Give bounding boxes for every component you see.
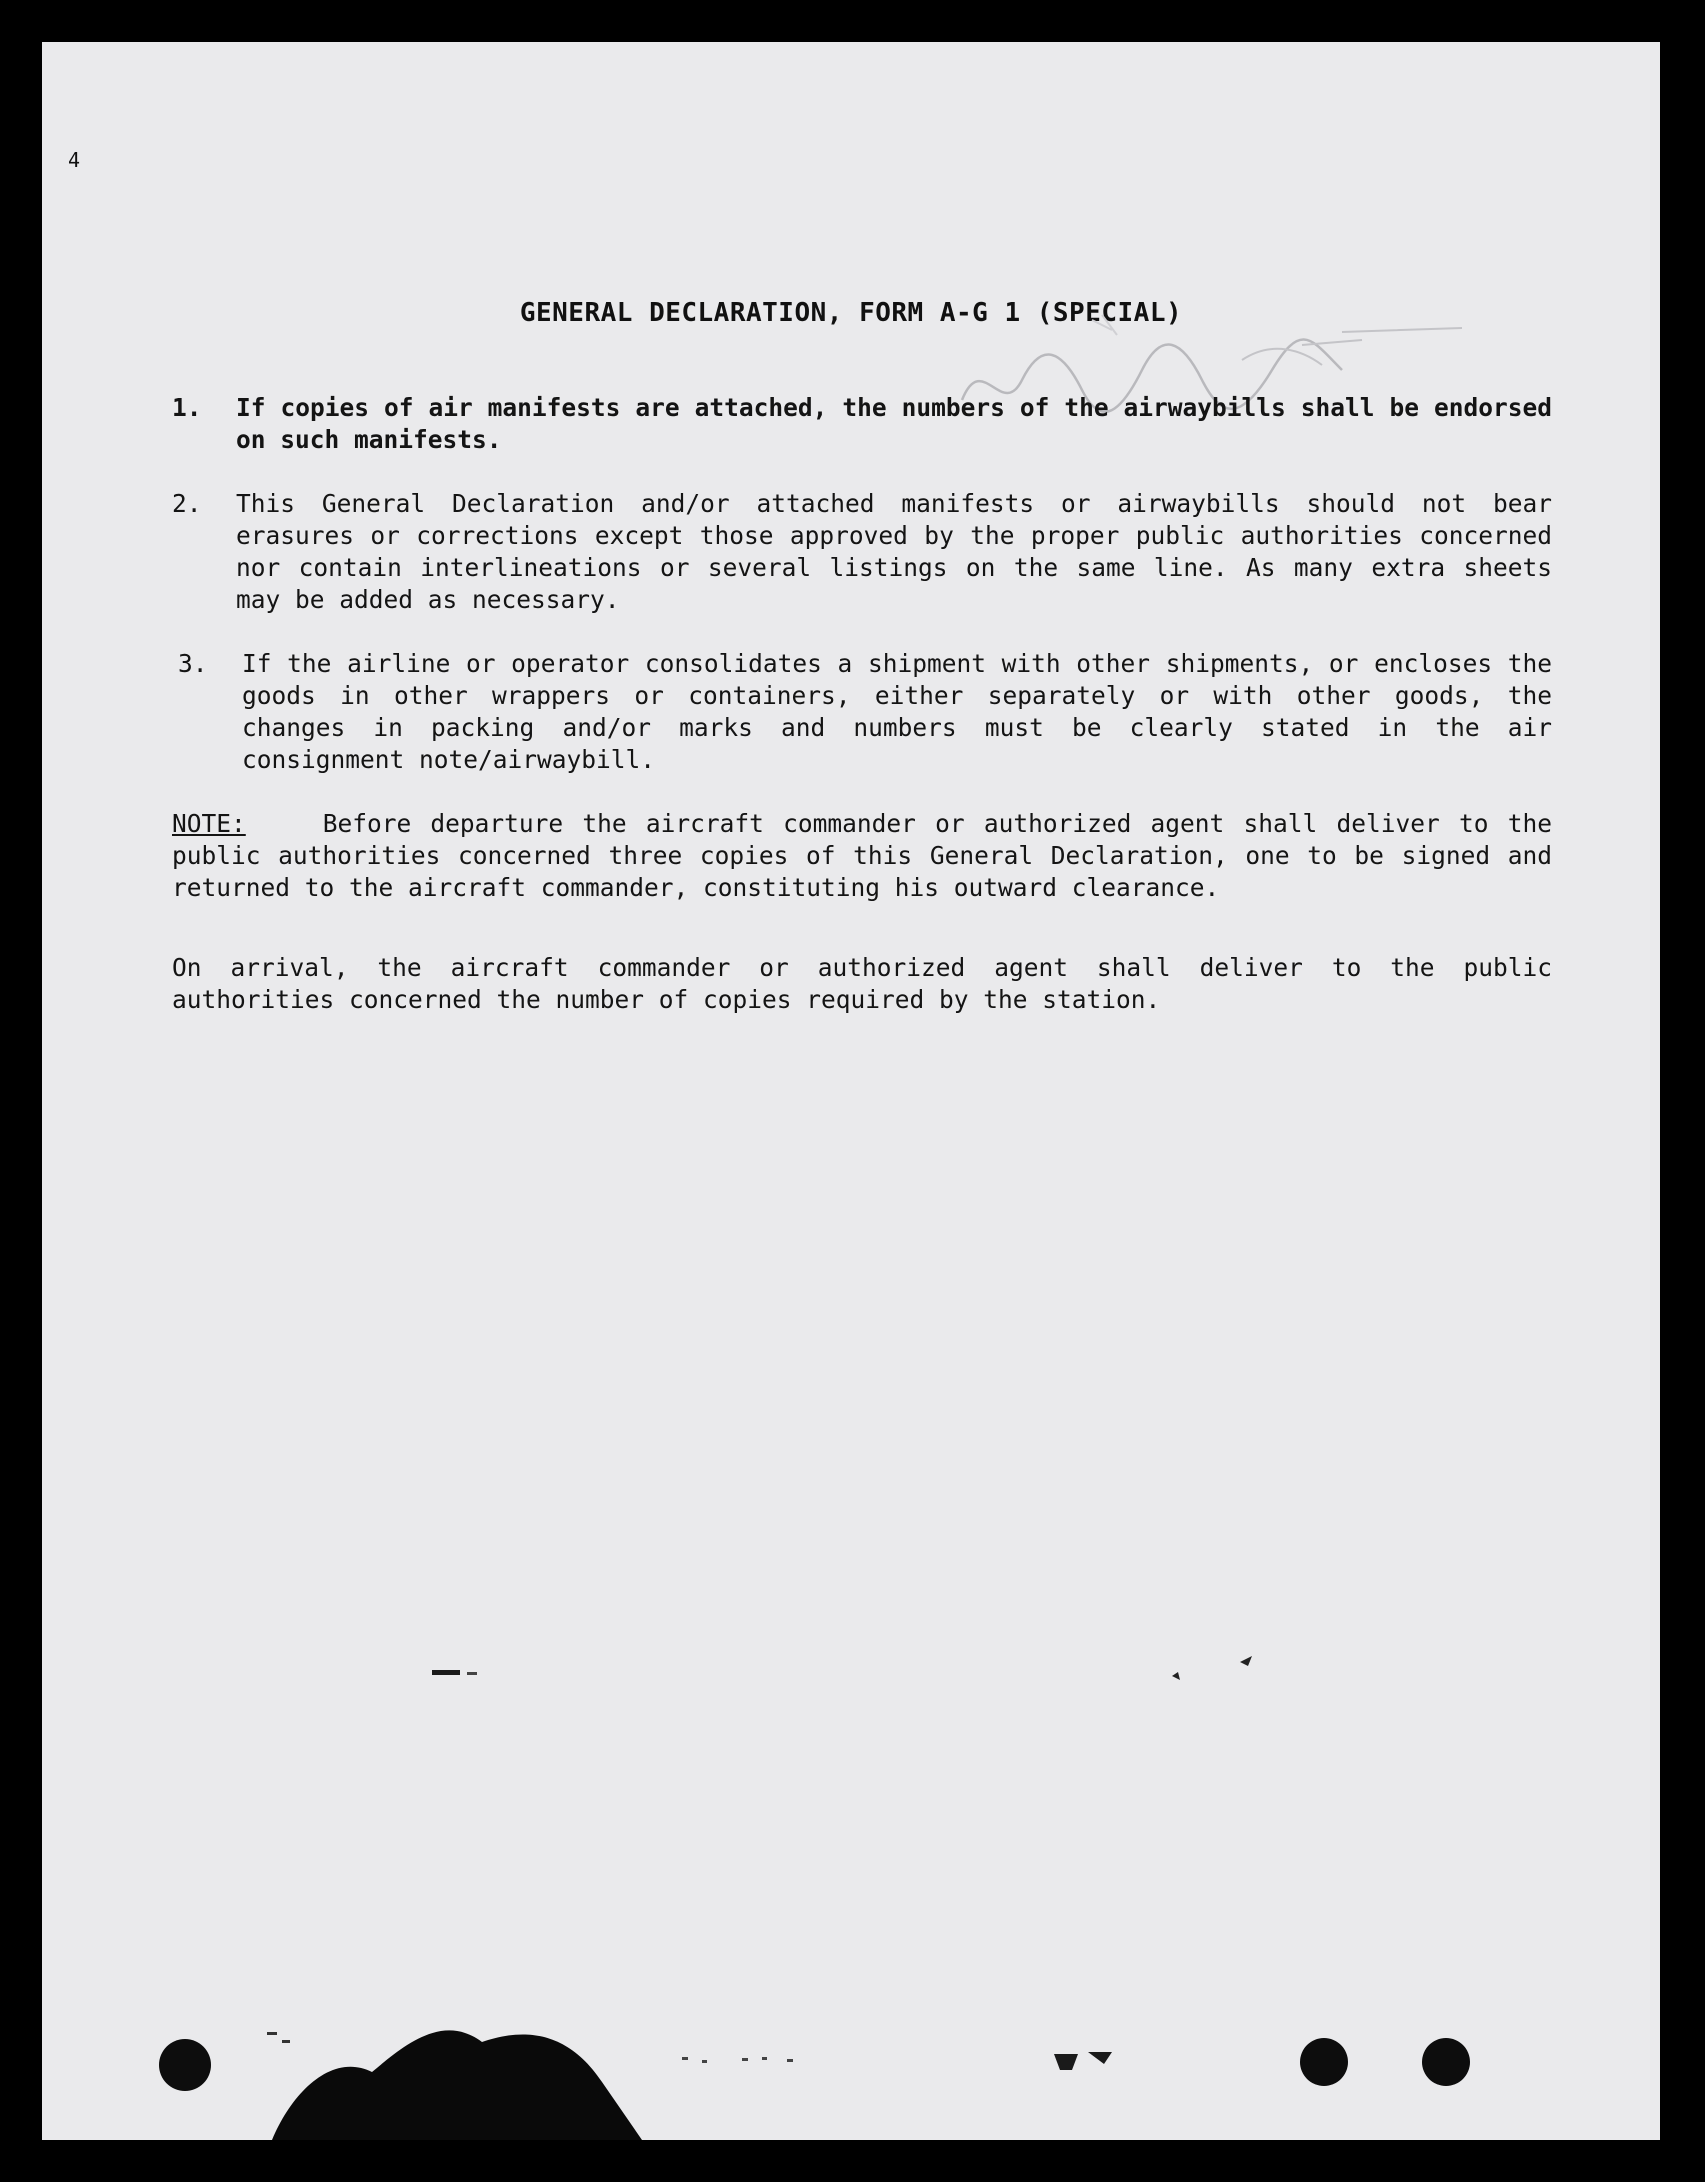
scan-artifacts	[42, 42, 1660, 2140]
list-item-text: If copies of air manifests are attached, the numbers of the airwaybills shall be endorsed on such manifests.	[236, 393, 1552, 454]
document-page	[42, 42, 1660, 2140]
document-title: GENERAL DECLARATION, FORM A-G 1 (SPECIAL)	[519, 298, 1183, 328]
list-item-text: If the airline or operator consolidates a shipment with other shipments, or encloses the goods in other wrappers or containers, either separately or with other goods, the changes in packing and/or marks and numbers must be clearly stated in the air consignment note/airwaybill.	[242, 649, 1552, 774]
list-item-number: 1.	[172, 393, 202, 422]
note-text: Before departure the aircraft commander or authorized agent shall deliver to the public authorities concerned three copies of this General Declaration, one to be signed and returned to the aircraft commander, constituting his outward clearance.	[172, 809, 1552, 902]
list-item-text: This General Declaration and/or attached manifests or airwaybills should not bear erasures or corrections except those approved by the proper public authorities concerned nor contain interlineations or several listings on the same line. As many extra sheets may be added as necessary.	[236, 489, 1552, 614]
list-item-number: 2.	[172, 489, 202, 518]
page-mark: 4	[68, 148, 81, 172]
list-item-number: 3.	[178, 649, 208, 678]
note-label: NOTE:	[172, 809, 246, 838]
arrival-text: On arrival, the aircraft commander or authorized agent shall deliver to the public authorities concerned the number of copies required by the station.	[172, 953, 1552, 1014]
